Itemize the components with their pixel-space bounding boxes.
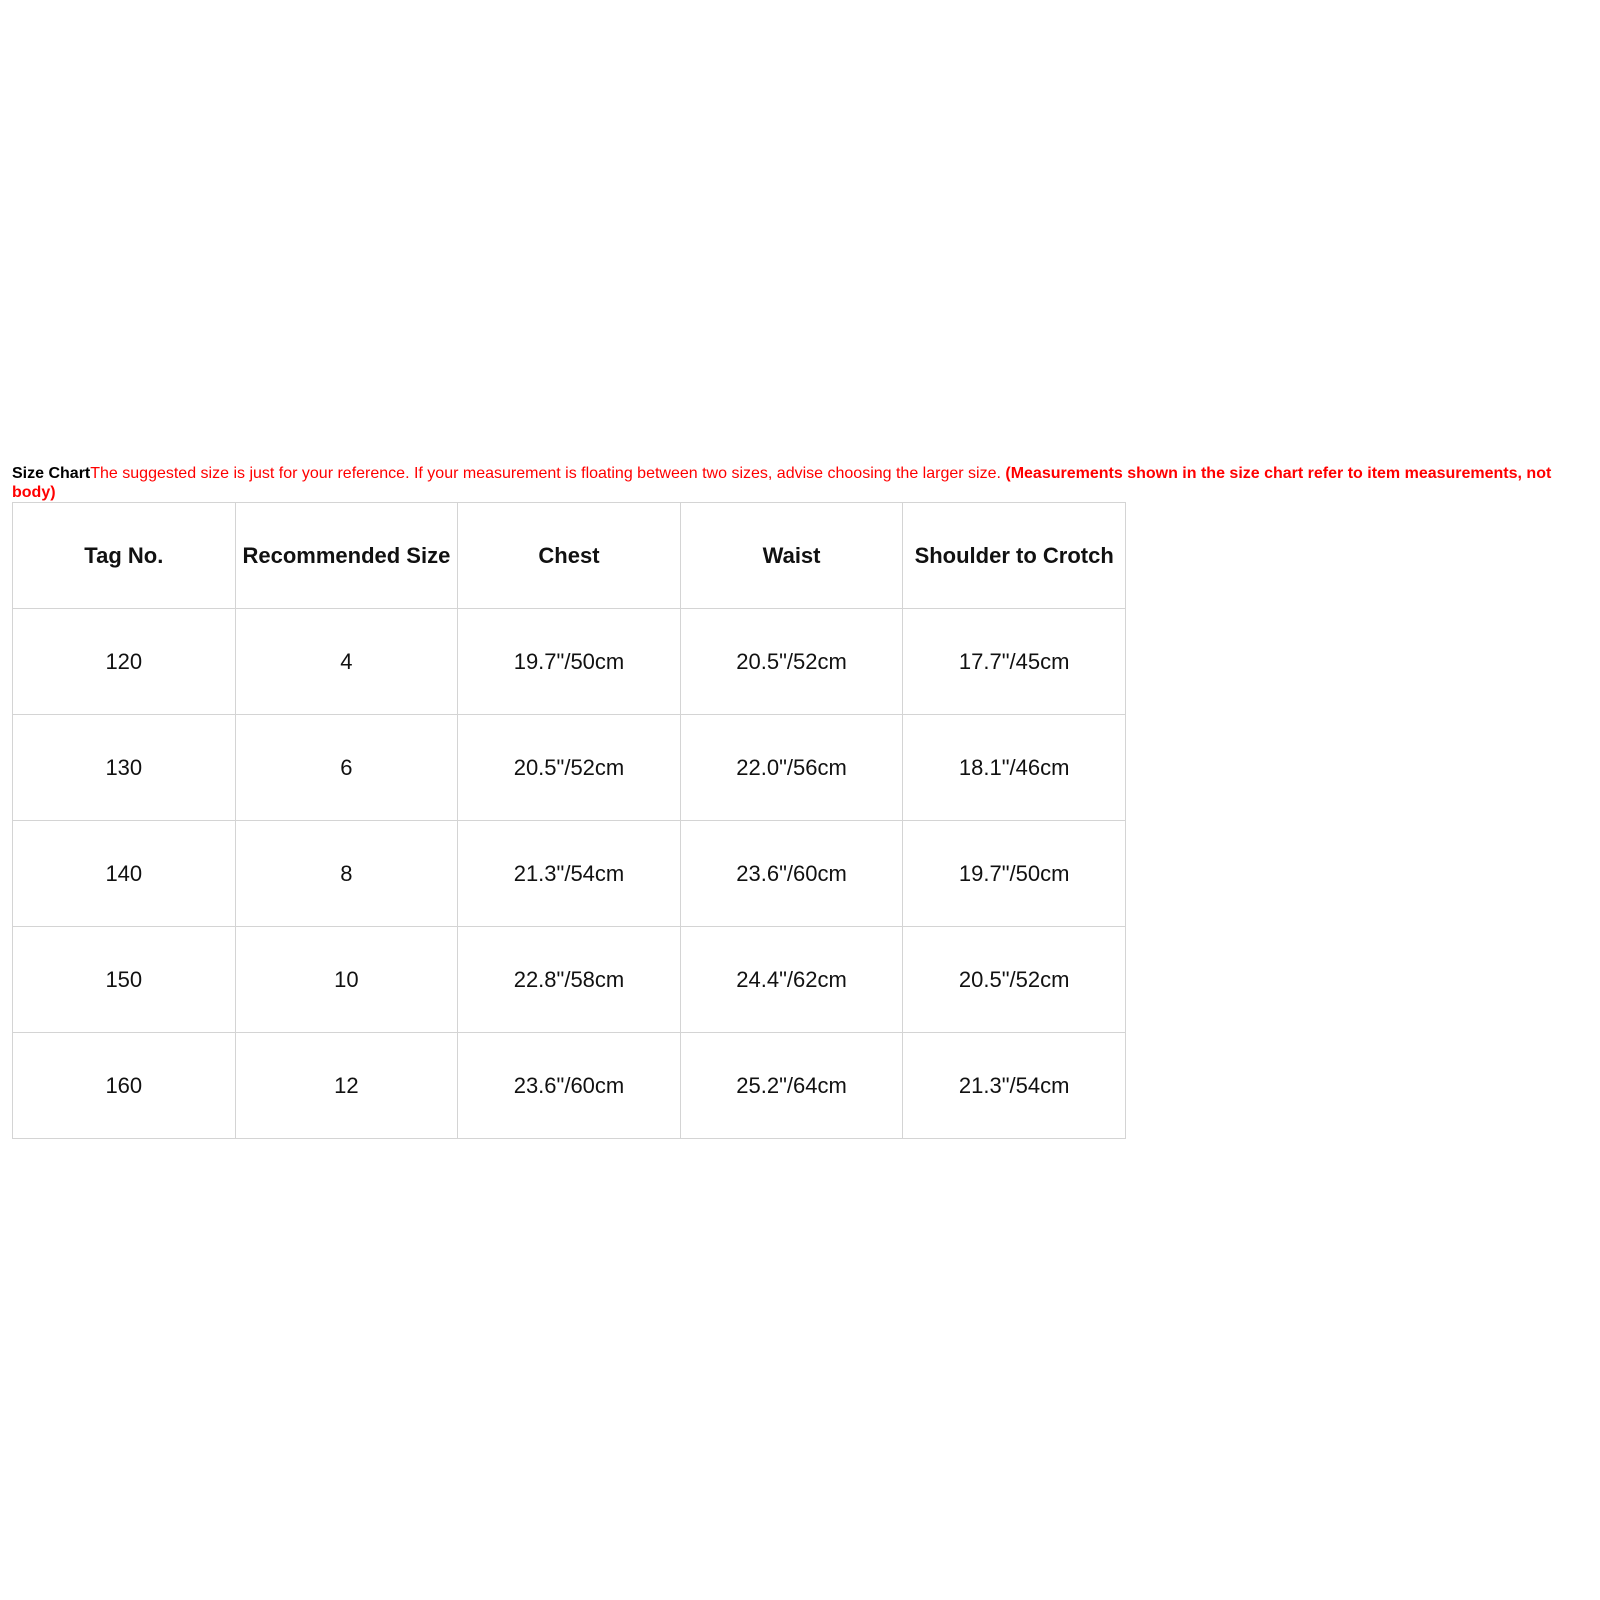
header-waist: Waist — [680, 503, 903, 609]
cell-shoulder-to-crotch: 20.5"/52cm — [903, 927, 1126, 1033]
cell-chest: 19.7"/50cm — [458, 609, 681, 715]
cell-waist: 23.6"/60cm — [680, 821, 903, 927]
cell-tag-no: 130 — [13, 715, 236, 821]
cell-chest: 22.8"/58cm — [458, 927, 681, 1033]
cell-tag-no: 140 — [13, 821, 236, 927]
cell-waist: 25.2"/64cm — [680, 1033, 903, 1139]
cell-shoulder-to-crotch: 19.7"/50cm — [903, 821, 1126, 927]
cell-waist: 20.5"/52cm — [680, 609, 903, 715]
cell-shoulder-to-crotch: 21.3"/54cm — [903, 1033, 1126, 1139]
cell-recommended-size: 4 — [235, 609, 458, 715]
header-shoulder-to-crotch: Shoulder to Crotch — [903, 503, 1126, 609]
cell-shoulder-to-crotch: 18.1"/46cm — [903, 715, 1126, 821]
cell-recommended-size: 8 — [235, 821, 458, 927]
cell-recommended-size: 10 — [235, 927, 458, 1033]
size-chart-measurement-note: (Measurements shown in the size chart refer to item measurements, not body) — [12, 465, 1552, 501]
cell-shoulder-to-crotch: 17.7"/45cm — [903, 609, 1126, 715]
cell-recommended-size: 12 — [235, 1033, 458, 1139]
table-row — [13, 1033, 1126, 1139]
table-row — [13, 821, 1126, 927]
cell-waist: 22.0"/56cm — [680, 715, 903, 821]
cell-chest: 20.5"/52cm — [458, 715, 681, 821]
table-row — [13, 927, 1126, 1033]
table-header-row — [13, 503, 1126, 609]
cell-tag-no: 160 — [13, 1033, 236, 1139]
size-chart-table — [12, 502, 1126, 1139]
header-chest: Chest — [458, 503, 681, 609]
cell-tag-no: 150 — [13, 927, 236, 1033]
cell-chest: 23.6"/60cm — [458, 1033, 681, 1139]
cell-recommended-size: 6 — [235, 715, 458, 821]
cell-tag-no: 120 — [13, 609, 236, 715]
size-chart-note: The suggested size is just for your reference. If your measurement is floating between two sizes, advise choosing the larger size. — [90, 465, 1006, 482]
header-recommended-size: Recommended Size — [235, 503, 458, 609]
size-chart-title: Size Chart — [12, 465, 91, 482]
table-row — [13, 715, 1126, 821]
cell-waist: 24.4"/62cm — [680, 927, 903, 1033]
table-row — [13, 609, 1126, 715]
size-chart-caption — [12, 464, 1586, 502]
cell-chest: 21.3"/54cm — [458, 821, 681, 927]
header-tag-no: Tag No. — [13, 503, 236, 609]
